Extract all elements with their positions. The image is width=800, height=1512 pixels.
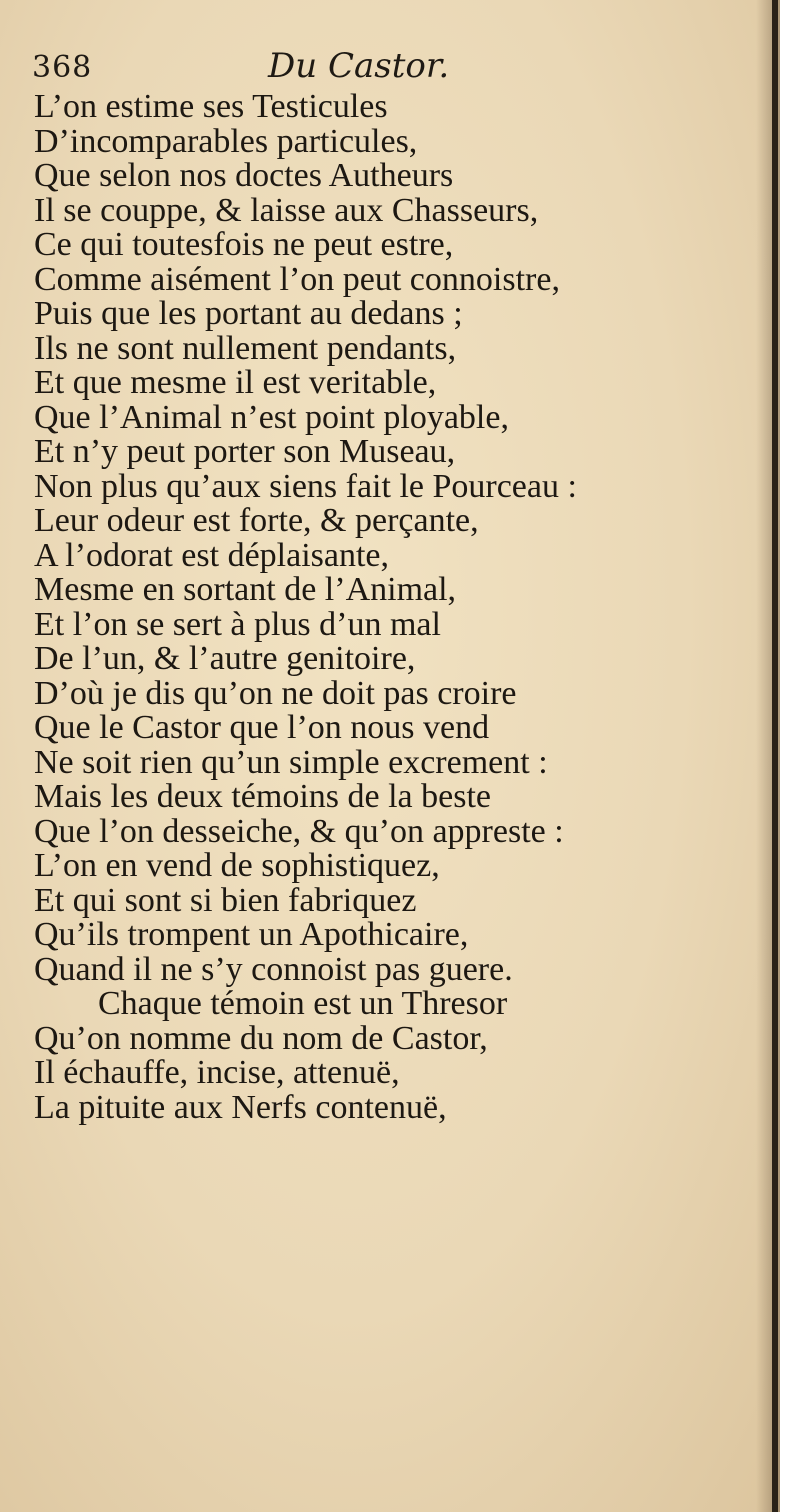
verse-line: Que l’on desseiche, & qu’on appreste :: [34, 812, 564, 850]
verse-line: Ce qui toutesfois ne peut estre,: [34, 226, 454, 263]
verse-line: Chaque témoin est un Thresor: [98, 985, 508, 1022]
running-head: Du Castor.: [268, 46, 450, 86]
page-header: [32, 46, 732, 86]
verse-line: D’où je dis qu’on ne doit pas croire: [34, 674, 517, 712]
verse-line: Que selon nos doctes Autheurs: [34, 157, 454, 194]
verse-line: La pituite aux Nerfs contenuë,: [34, 1088, 447, 1126]
verse-line: Et l’on se sert à plus d’un mal: [34, 605, 441, 643]
verse-line: Et qui sont si bien fabriquez: [34, 881, 417, 919]
page-number: 368: [32, 50, 93, 85]
verse-line: Leur odeur est forte, & perçante,: [34, 502, 479, 539]
verse-line: Que le Castor que l’on nous vend: [34, 709, 490, 746]
verse-line: Comme aisément l’on peut connoistre,: [34, 260, 560, 298]
verse-line: Qu’on nomme du nom de Castor,: [34, 1019, 488, 1057]
verse-line: Et que mesme il est veritable,: [34, 364, 437, 401]
verse-line: Mais les deux témoins de la beste: [34, 778, 492, 815]
verse-line: Et n’y peut porter son Museau,: [34, 433, 456, 470]
verse-line: L’on estime ses Testicules: [34, 88, 388, 125]
verse-line: Ne soit rien qu’un simple excrement :: [34, 743, 548, 781]
verse-line: Qu’ils trompent un Apothicaire,: [34, 916, 469, 953]
verse-line: D’incomparables particules,: [34, 122, 418, 160]
verse-line: Non plus qu’aux siens fait le Pourceau :: [34, 467, 577, 505]
verse-line: Il échauffe, incise, attenuë,: [34, 1054, 400, 1091]
verse-line: Ils ne sont nullement pendants,: [34, 329, 457, 367]
verse-line: A l’odorat est déplaisante,: [34, 536, 390, 574]
binding-gutter: [772, 0, 778, 1512]
verse-line: Puis que les portant au dedans ;: [34, 295, 463, 332]
verse-line: Que l’Animal n’est point ployable,: [34, 398, 509, 436]
verse-text: [34, 90, 734, 1125]
verse-line: Quand il ne s’y connoist pas guere.: [34, 950, 513, 988]
verse-line: Il se couppe, & laisse aux Chasseurs,: [34, 191, 539, 229]
verse-line: Mesme en sortant de l’Animal,: [34, 571, 457, 608]
verse-line: De l’un, & l’autre genitoire,: [34, 640, 416, 677]
verse-line: L’on en vend de sophistiquez,: [34, 847, 440, 884]
